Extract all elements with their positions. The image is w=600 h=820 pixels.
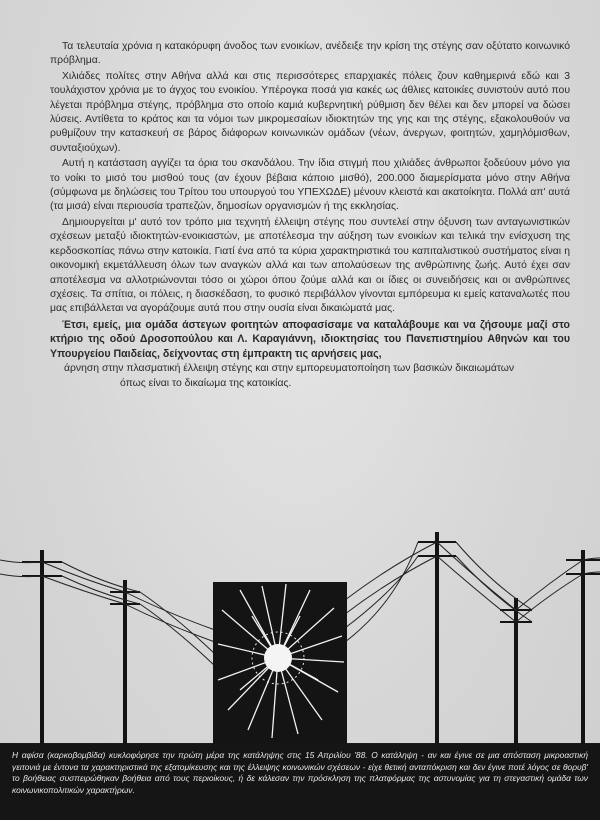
paragraph: Χιλιάδες πολίτες στην Αθήνα αλλά και στις περισσότερες επαρχιακές πόλεις ζουν καθημερινά εδώ και 3 τουλάχιστον χρόνια με το άγχος του ενοικίου. Υπέρογκα ποσά για κακές ως άθλιες κατοικίες συνιστούν αυτό που λέγεται πρόβλημα στέγης, πρόβλημα στο οποίο καμιά κυβερνητική ρύθμιση δεν θέλει και δεν μπορεί να δώσει λύσεις. Αντίθετα το κράτος και τα νόμοι των μικρομεσαίων ιδιοκτητών της γης και της στέγης, εξακολουθούν να ρυθμίζουν την κατασκευή σε βάρος διάφορων κοινωνικών ομάδων (νέων, άνεργων, φοιτητών, χαμηλόμισθων, συνταξιούχων). bbox=[50, 70, 570, 154]
paragraph: όπως είναι το δικαίωμα της κατοικίας. bbox=[120, 378, 292, 390]
paragraph-bold: Έτσι, εμείς, μια ομάδα άστεγων φοιτητών αποφασίσαμε να καταλάβουμε και να ζήσουμε μαζί στο κτήριο της οδού Δροσοπούλου και Λ. Καραγιάννη, ιδιοκτησίας του Πανεπιστημίου Αθηνών και του Υπουργείου Παιδείας, δείχνοντας στη έμπρακτη τις αρνήσεις μας, bbox=[50, 318, 570, 360]
paragraph: Τα τελευταία χρόνια η κατακόρυφη άνοδος των ενοικίων, ανέδειξε την κρίση της στέγης σαν οξύτατο κοινωνικό πρόβλημα. bbox=[50, 41, 570, 67]
paragraph: Αυτή η κατάσταση αγγίζει τα όρια του σκανδάλου. Την ίδια στιγμή που χιλιάδες άνθρωποι ξοδεύουν μόνο για το νοίκι το μισό του μισθού τους (αν έχουν βέβαια κάποιο μισθό), 200.000 διαμερίσματα μόνο στην Αθήνα (σύμφωνα με δηλώσεις του Τρίτου του υπουργού του ΥΠΕΧΩΔΕ) μένουν κλειστά και ακατοίκητα. Πολλά απ' αυτά (τα μισά) είναι περιουσία τραπεζών, δημοσίων οργανισμών ή της εκκλησίας. bbox=[50, 158, 570, 213]
article-body bbox=[50, 40, 570, 393]
illustration-power-lines bbox=[0, 520, 600, 760]
paragraph: Δημιουργείται μ' αυτό τον τρόπο μια τεχνητή έλλειψη στέγης που συντελεί στην όξυνση των ανταγωνιστικών σχέσεων μεταξύ ιδιοκτητών-ενοικιαστών, με αποτέλεσμα την αύξηση των ενοικίων και τελικά την ενίσχυση της κερδοσκοπίας πάνω στην κατοικία. Γιατί ένα από τα κύρια χαρακτηριστικά του καπιταλιστικού συστήματος είναι η οικονομική εκμετάλλευση όλων των αναγκών αλλά και των απολαύσεων της ανθρώπινης ζωής. Αυτό έχει σαν αποτέλεσμα να αλλοτριώνονται τόσο οι χώροι όπου ζούμε αλλά και οι ίδιες οι συνειδήσεις και οι ανθρώπινες σχέσεις. Τα σπίτια, οι πόλεις, η διασκέδαση, το φυσικό περιβάλλον γίνονται εμπόρευμα κι εμείς καταναλωτές που μας επιβάλλεται να αγοράζουμε αυτά που στην ουσία είναι δικαιώματά μας. bbox=[50, 216, 570, 315]
caption-text: Η αφίσα (καρκοβομβίδα) κυκλοφόρησε την πρώτη μέρα της κατάληψης στις 15 Απριλίου '88. Ο κατάληψη - αν και έγινε σε μια απόσταση μικροαστική γειτονιά με έντονα τα χαρακτηριστικά της εξατομίκευσης και της έλλειψης κοινωνικών σχέσεων - είχε θετική ανταπόκριση και δεν έγινε ποτέ λόγος σε θορυβ' το βοήθειας συσπειρώθηκαν βοήθεια από τους περιοίκους, ή δε κάλεσαν την πρόσκληση της πλατφόρμας της αστυνομίας για τη στεγαστική ομάδα των κοινωνικοπολιτικών χαρακτήρων. bbox=[12, 750, 588, 795]
paragraph: άρνηση στην πλασματική έλλειψη στέγης και στην εμπορευματοποίηση των βασικών δικαιωμάτων bbox=[64, 362, 515, 374]
